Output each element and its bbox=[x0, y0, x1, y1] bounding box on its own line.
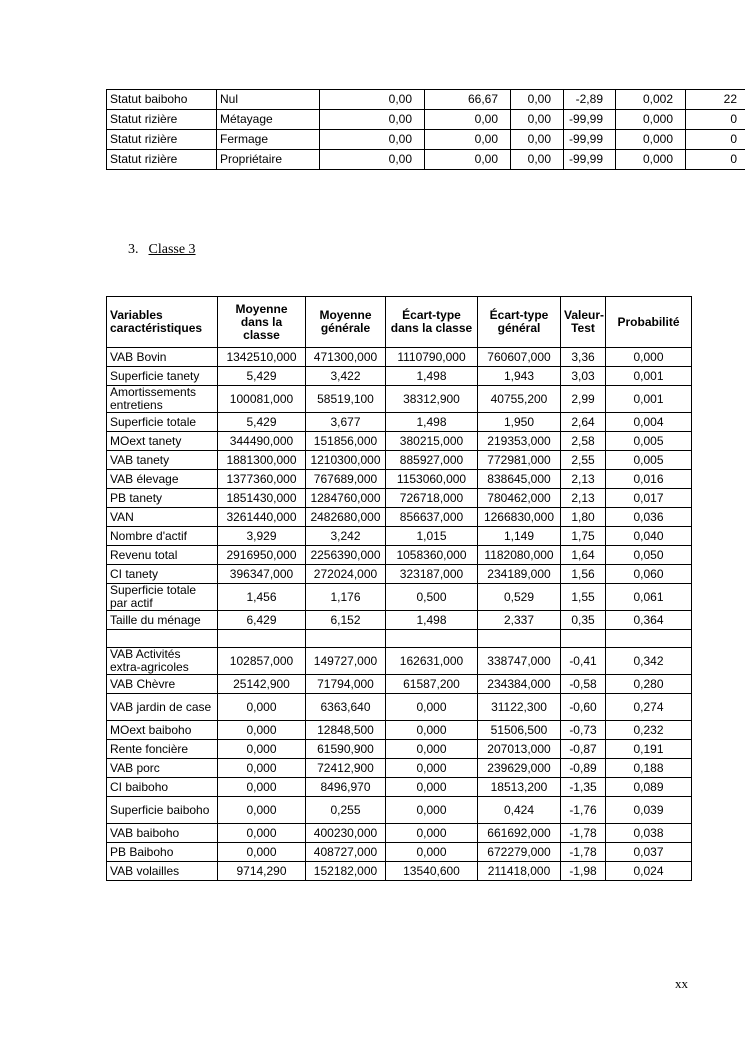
table-cell: 6,152 bbox=[306, 611, 386, 630]
table-cell: 0,005 bbox=[606, 451, 692, 470]
table-cell: 0,529 bbox=[478, 584, 561, 611]
table-cell: 5,429 bbox=[218, 413, 306, 432]
table-cell: 102857,000 bbox=[218, 648, 306, 675]
class3-table-body bbox=[107, 348, 692, 881]
table-cell: 672279,000 bbox=[478, 843, 561, 862]
table-row bbox=[107, 843, 692, 862]
table-row bbox=[107, 862, 692, 881]
table-row bbox=[107, 611, 692, 630]
header-variables: Variables caractéristiques bbox=[107, 297, 218, 348]
table-cell: 0 bbox=[686, 110, 745, 130]
table-cell: 0,00 bbox=[320, 110, 425, 130]
table-row bbox=[107, 150, 745, 170]
table-cell: 3,242 bbox=[306, 527, 386, 546]
table-cell: Propriétaire bbox=[217, 150, 320, 170]
table-cell: 2,337 bbox=[478, 611, 561, 630]
table-row bbox=[107, 451, 692, 470]
table-cell: 0,35 bbox=[561, 611, 606, 630]
table-row bbox=[107, 470, 692, 489]
table-row bbox=[107, 508, 692, 527]
table-cell: -1,78 bbox=[561, 843, 606, 862]
table-cell: 234384,000 bbox=[478, 675, 561, 694]
table-cell: 18513,200 bbox=[478, 778, 561, 797]
table-cell: 0,000 bbox=[386, 740, 478, 759]
table-cell: 0,00 bbox=[511, 110, 564, 130]
table-cell: 207013,000 bbox=[478, 740, 561, 759]
class3-header-row bbox=[107, 297, 692, 348]
table-cell: 0,000 bbox=[218, 759, 306, 778]
header-probability: Probabilité bbox=[606, 297, 692, 348]
table-cell: 1153060,000 bbox=[386, 470, 478, 489]
table-cell: 0,00 bbox=[320, 90, 425, 110]
table-cell: 0 bbox=[686, 150, 745, 170]
table-cell: 3,929 bbox=[218, 527, 306, 546]
table-cell: -0,87 bbox=[561, 740, 606, 759]
table-cell: 1851430,000 bbox=[218, 489, 306, 508]
table-cell: 51506,500 bbox=[478, 721, 561, 740]
table-row bbox=[107, 584, 692, 611]
table-cell: 0,00 bbox=[425, 150, 511, 170]
table-cell: 100081,000 bbox=[218, 386, 306, 413]
table-cell: 0,002 bbox=[616, 90, 686, 110]
table-cell: 2482680,000 bbox=[306, 508, 386, 527]
variable-name-cell: Superficie baiboho bbox=[107, 797, 218, 824]
table-cell: 0,274 bbox=[606, 694, 692, 721]
table-cell: 149727,000 bbox=[306, 648, 386, 675]
table-cell: -99,99 bbox=[564, 150, 616, 170]
table-cell: 1110790,000 bbox=[386, 348, 478, 367]
table-cell bbox=[306, 630, 386, 648]
table-cell: Statut rizière bbox=[107, 110, 217, 130]
table-cell: 2,99 bbox=[561, 386, 606, 413]
table-cell: 0,005 bbox=[606, 432, 692, 451]
table-cell: 0,000 bbox=[386, 797, 478, 824]
table-cell: 0,000 bbox=[386, 778, 478, 797]
table-cell: 0,000 bbox=[218, 740, 306, 759]
table-cell: 0,000 bbox=[616, 150, 686, 170]
table-cell: 8496,970 bbox=[306, 778, 386, 797]
table-row bbox=[107, 546, 692, 565]
table-cell: -0,73 bbox=[561, 721, 606, 740]
table-row bbox=[107, 675, 692, 694]
table-cell: 38312,900 bbox=[386, 386, 478, 413]
table-cell: 0,000 bbox=[218, 843, 306, 862]
table-cell: 1,56 bbox=[561, 565, 606, 584]
table-cell: 40755,200 bbox=[478, 386, 561, 413]
table-cell: Nul bbox=[217, 90, 320, 110]
table-row bbox=[107, 694, 692, 721]
table-cell: 22 bbox=[686, 90, 745, 110]
table-cell: 9714,290 bbox=[218, 862, 306, 881]
section-heading bbox=[128, 242, 196, 258]
table-cell: 151856,000 bbox=[306, 432, 386, 451]
table-cell: 0,00 bbox=[425, 110, 511, 130]
table-cell: 396347,000 bbox=[218, 565, 306, 584]
table-cell: 0,000 bbox=[386, 721, 478, 740]
table-cell: 0,280 bbox=[606, 675, 692, 694]
table-cell: 0,039 bbox=[606, 797, 692, 824]
table-cell: 3,422 bbox=[306, 367, 386, 386]
section-number: 3. bbox=[128, 242, 139, 257]
table-cell: 219353,000 bbox=[478, 432, 561, 451]
table-cell: 1,015 bbox=[386, 527, 478, 546]
table-cell: 767689,000 bbox=[306, 470, 386, 489]
table-cell: 0,036 bbox=[606, 508, 692, 527]
variable-name-cell: CI tanety bbox=[107, 565, 218, 584]
table-cell: 0,000 bbox=[218, 824, 306, 843]
table-row bbox=[107, 759, 692, 778]
table-cell: 0,037 bbox=[606, 843, 692, 862]
table-row bbox=[107, 648, 692, 675]
table-cell: 856637,000 bbox=[386, 508, 478, 527]
variable-name-cell: Superficie tanety bbox=[107, 367, 218, 386]
table-cell: 0,364 bbox=[606, 611, 692, 630]
table-cell: 2,64 bbox=[561, 413, 606, 432]
table-cell: 1058360,000 bbox=[386, 546, 478, 565]
table-cell: 0,040 bbox=[606, 527, 692, 546]
variable-name-cell: PB tanety bbox=[107, 489, 218, 508]
status-table bbox=[106, 89, 745, 170]
table-cell: Statut baiboho bbox=[107, 90, 217, 110]
table-cell: 1284760,000 bbox=[306, 489, 386, 508]
header-test-value: Valeur-Test bbox=[561, 297, 606, 348]
table-cell: 408727,000 bbox=[306, 843, 386, 862]
table-cell: 0,000 bbox=[386, 694, 478, 721]
table-cell: 58519,100 bbox=[306, 386, 386, 413]
table-row bbox=[107, 130, 745, 150]
table-cell: 0,000 bbox=[218, 721, 306, 740]
table-cell: 6363,640 bbox=[306, 694, 386, 721]
table-row bbox=[107, 386, 692, 413]
variable-name-cell: VAB élevage bbox=[107, 470, 218, 489]
page-number: xx bbox=[675, 976, 688, 991]
table-cell bbox=[386, 630, 478, 648]
table-row bbox=[107, 90, 745, 110]
table-cell: 61590,900 bbox=[306, 740, 386, 759]
table-cell: 211418,000 bbox=[478, 862, 561, 881]
table-cell: 1182080,000 bbox=[478, 546, 561, 565]
table-cell: 61587,200 bbox=[386, 675, 478, 694]
table-cell: 72412,900 bbox=[306, 759, 386, 778]
variable-name-cell: VAB Bovin bbox=[107, 348, 218, 367]
variable-name-cell: CI baiboho bbox=[107, 778, 218, 797]
table-row bbox=[107, 778, 692, 797]
table-cell: 338747,000 bbox=[478, 648, 561, 675]
table-cell: 234189,000 bbox=[478, 565, 561, 584]
table-row bbox=[107, 348, 692, 367]
variable-name-cell: VAB volailles bbox=[107, 862, 218, 881]
variable-name-cell: MOext baiboho bbox=[107, 721, 218, 740]
table-cell: Statut rizière bbox=[107, 150, 217, 170]
table-cell: 0,342 bbox=[606, 648, 692, 675]
table-cell: 239629,000 bbox=[478, 759, 561, 778]
table-cell: -1,98 bbox=[561, 862, 606, 881]
table-cell: 12848,500 bbox=[306, 721, 386, 740]
table-cell: 2,13 bbox=[561, 470, 606, 489]
table-cell: 726718,000 bbox=[386, 489, 478, 508]
table-cell: 2,55 bbox=[561, 451, 606, 470]
table-cell: 0,000 bbox=[218, 797, 306, 824]
table-cell: 0,001 bbox=[606, 367, 692, 386]
header-class-mean: Moyenne dans la classe bbox=[218, 297, 306, 348]
variable-name-cell: VAB jardin de case bbox=[107, 694, 218, 721]
table-row bbox=[107, 110, 745, 130]
header-general-mean: Moyenne générale bbox=[306, 297, 386, 348]
variable-name-cell: VAB tanety bbox=[107, 451, 218, 470]
table-cell: Métayage bbox=[217, 110, 320, 130]
table-row bbox=[107, 432, 692, 451]
table-cell: 1342510,000 bbox=[218, 348, 306, 367]
table-row bbox=[107, 413, 692, 432]
table-cell: 3,03 bbox=[561, 367, 606, 386]
variable-name-cell: Rente foncière bbox=[107, 740, 218, 759]
header-class-stddev: Écart-type dans la classe bbox=[386, 297, 478, 348]
variable-name-cell: Taille du ménage bbox=[107, 611, 218, 630]
table-cell: 25142,900 bbox=[218, 675, 306, 694]
table-cell: 0,000 bbox=[386, 759, 478, 778]
table-cell: -0,41 bbox=[561, 648, 606, 675]
table-cell: 0,000 bbox=[386, 824, 478, 843]
table-row bbox=[107, 824, 692, 843]
table-cell: 0,00 bbox=[511, 130, 564, 150]
table-cell: -2,89 bbox=[564, 90, 616, 110]
table-cell: 0,001 bbox=[606, 386, 692, 413]
table-cell: 772981,000 bbox=[478, 451, 561, 470]
table-cell: 0,000 bbox=[606, 348, 692, 367]
table-cell: 1266830,000 bbox=[478, 508, 561, 527]
table-cell: -99,99 bbox=[564, 110, 616, 130]
table-cell: 0,00 bbox=[320, 150, 425, 170]
table-row bbox=[107, 489, 692, 508]
variable-name-cell: VAB baiboho bbox=[107, 824, 218, 843]
header-general-stddev: Écart-type général bbox=[478, 297, 561, 348]
variable-name-cell: VAB porc bbox=[107, 759, 218, 778]
status-table-body bbox=[107, 90, 745, 170]
table-cell: 2916950,000 bbox=[218, 546, 306, 565]
table-row bbox=[107, 797, 692, 824]
table-cell: 0 bbox=[686, 130, 745, 150]
table-cell: 2,13 bbox=[561, 489, 606, 508]
table-row bbox=[107, 721, 692, 740]
variable-name-cell bbox=[107, 630, 218, 648]
separator-row bbox=[107, 630, 692, 648]
table-cell: 0,050 bbox=[606, 546, 692, 565]
table-cell: Fermage bbox=[217, 130, 320, 150]
table-cell: 1,498 bbox=[386, 611, 478, 630]
table-cell: -0,60 bbox=[561, 694, 606, 721]
table-cell: 661692,000 bbox=[478, 824, 561, 843]
table-cell: 0,024 bbox=[606, 862, 692, 881]
table-cell: 1,75 bbox=[561, 527, 606, 546]
table-cell: 0,232 bbox=[606, 721, 692, 740]
variable-name-cell: Revenu total bbox=[107, 546, 218, 565]
table-cell: 471300,000 bbox=[306, 348, 386, 367]
table-cell bbox=[606, 630, 692, 648]
table-cell: 0,089 bbox=[606, 778, 692, 797]
table-cell: 0,424 bbox=[478, 797, 561, 824]
table-cell: 0,000 bbox=[616, 110, 686, 130]
table-cell: 0,000 bbox=[386, 843, 478, 862]
table-cell: 3,36 bbox=[561, 348, 606, 367]
table-cell: 1,943 bbox=[478, 367, 561, 386]
table-cell: 0,017 bbox=[606, 489, 692, 508]
table-cell: 1,55 bbox=[561, 584, 606, 611]
table-cell: 0,00 bbox=[425, 130, 511, 150]
table-cell: 885927,000 bbox=[386, 451, 478, 470]
table-cell: 0,00 bbox=[511, 150, 564, 170]
table-cell: -1,76 bbox=[561, 797, 606, 824]
table-cell: 400230,000 bbox=[306, 824, 386, 843]
table-cell: 0,188 bbox=[606, 759, 692, 778]
table-cell: -0,89 bbox=[561, 759, 606, 778]
table-cell: 0,061 bbox=[606, 584, 692, 611]
table-cell: 272024,000 bbox=[306, 565, 386, 584]
table-cell: 13540,600 bbox=[386, 862, 478, 881]
table-row bbox=[107, 565, 692, 584]
table-cell: 0,004 bbox=[606, 413, 692, 432]
table-cell: 0,000 bbox=[218, 778, 306, 797]
variable-name-cell: Superficie totale bbox=[107, 413, 218, 432]
table-cell: 1377360,000 bbox=[218, 470, 306, 489]
table-cell: 0,000 bbox=[218, 694, 306, 721]
table-cell: 0,500 bbox=[386, 584, 478, 611]
table-cell: 1,176 bbox=[306, 584, 386, 611]
table-cell: 1,80 bbox=[561, 508, 606, 527]
table-cell: 323187,000 bbox=[386, 565, 478, 584]
table-cell: 1,950 bbox=[478, 413, 561, 432]
table-cell: 760607,000 bbox=[478, 348, 561, 367]
table-cell: Statut rizière bbox=[107, 130, 217, 150]
table-cell: 2,58 bbox=[561, 432, 606, 451]
table-row bbox=[107, 527, 692, 546]
table-cell: 0,060 bbox=[606, 565, 692, 584]
table-cell: 66,67 bbox=[425, 90, 511, 110]
table-cell: 0,000 bbox=[616, 130, 686, 150]
table-cell: -1,35 bbox=[561, 778, 606, 797]
table-cell: 162631,000 bbox=[386, 648, 478, 675]
variable-name-cell: PB Baiboho bbox=[107, 843, 218, 862]
table-cell: 31122,300 bbox=[478, 694, 561, 721]
table-cell: 1,498 bbox=[386, 367, 478, 386]
table-cell: 0,016 bbox=[606, 470, 692, 489]
variable-name-cell: VAN bbox=[107, 508, 218, 527]
table-cell: 152182,000 bbox=[306, 862, 386, 881]
variable-name-cell: Superficie totale par actif bbox=[107, 584, 218, 611]
table-cell: 1210300,000 bbox=[306, 451, 386, 470]
table-cell: 1,498 bbox=[386, 413, 478, 432]
table-cell: 1,456 bbox=[218, 584, 306, 611]
table-cell: 71794,000 bbox=[306, 675, 386, 694]
table-cell: -0,58 bbox=[561, 675, 606, 694]
table-cell: 3261440,000 bbox=[218, 508, 306, 527]
table-cell: 344490,000 bbox=[218, 432, 306, 451]
table-cell: 1,64 bbox=[561, 546, 606, 565]
variable-name-cell: Amortissements entretiens bbox=[107, 386, 218, 413]
table-cell: -99,99 bbox=[564, 130, 616, 150]
table-row bbox=[107, 367, 692, 386]
table-cell: 0,255 bbox=[306, 797, 386, 824]
table-cell: 780462,000 bbox=[478, 489, 561, 508]
table-cell: 0,038 bbox=[606, 824, 692, 843]
table-cell: 3,677 bbox=[306, 413, 386, 432]
table-cell: 6,429 bbox=[218, 611, 306, 630]
table-cell bbox=[561, 630, 606, 648]
variable-name-cell: VAB Activités extra-agricoles bbox=[107, 648, 218, 675]
table-cell bbox=[478, 630, 561, 648]
table-cell: 1881300,000 bbox=[218, 451, 306, 470]
table-cell: -1,78 bbox=[561, 824, 606, 843]
variable-name-cell: MOext tanety bbox=[107, 432, 218, 451]
table-cell: 1,149 bbox=[478, 527, 561, 546]
table-cell: 2256390,000 bbox=[306, 546, 386, 565]
section-title: Classe 3 bbox=[148, 242, 196, 257]
table-cell: 0,00 bbox=[320, 130, 425, 150]
table-cell: 0,00 bbox=[511, 90, 564, 110]
table-cell: 5,429 bbox=[218, 367, 306, 386]
variable-name-cell: VAB Chèvre bbox=[107, 675, 218, 694]
table-row bbox=[107, 740, 692, 759]
class3-table bbox=[106, 296, 692, 881]
table-cell: 0,191 bbox=[606, 740, 692, 759]
variable-name-cell: Nombre d'actif bbox=[107, 527, 218, 546]
table-cell: 380215,000 bbox=[386, 432, 478, 451]
table-cell bbox=[218, 630, 306, 648]
table-cell: 838645,000 bbox=[478, 470, 561, 489]
